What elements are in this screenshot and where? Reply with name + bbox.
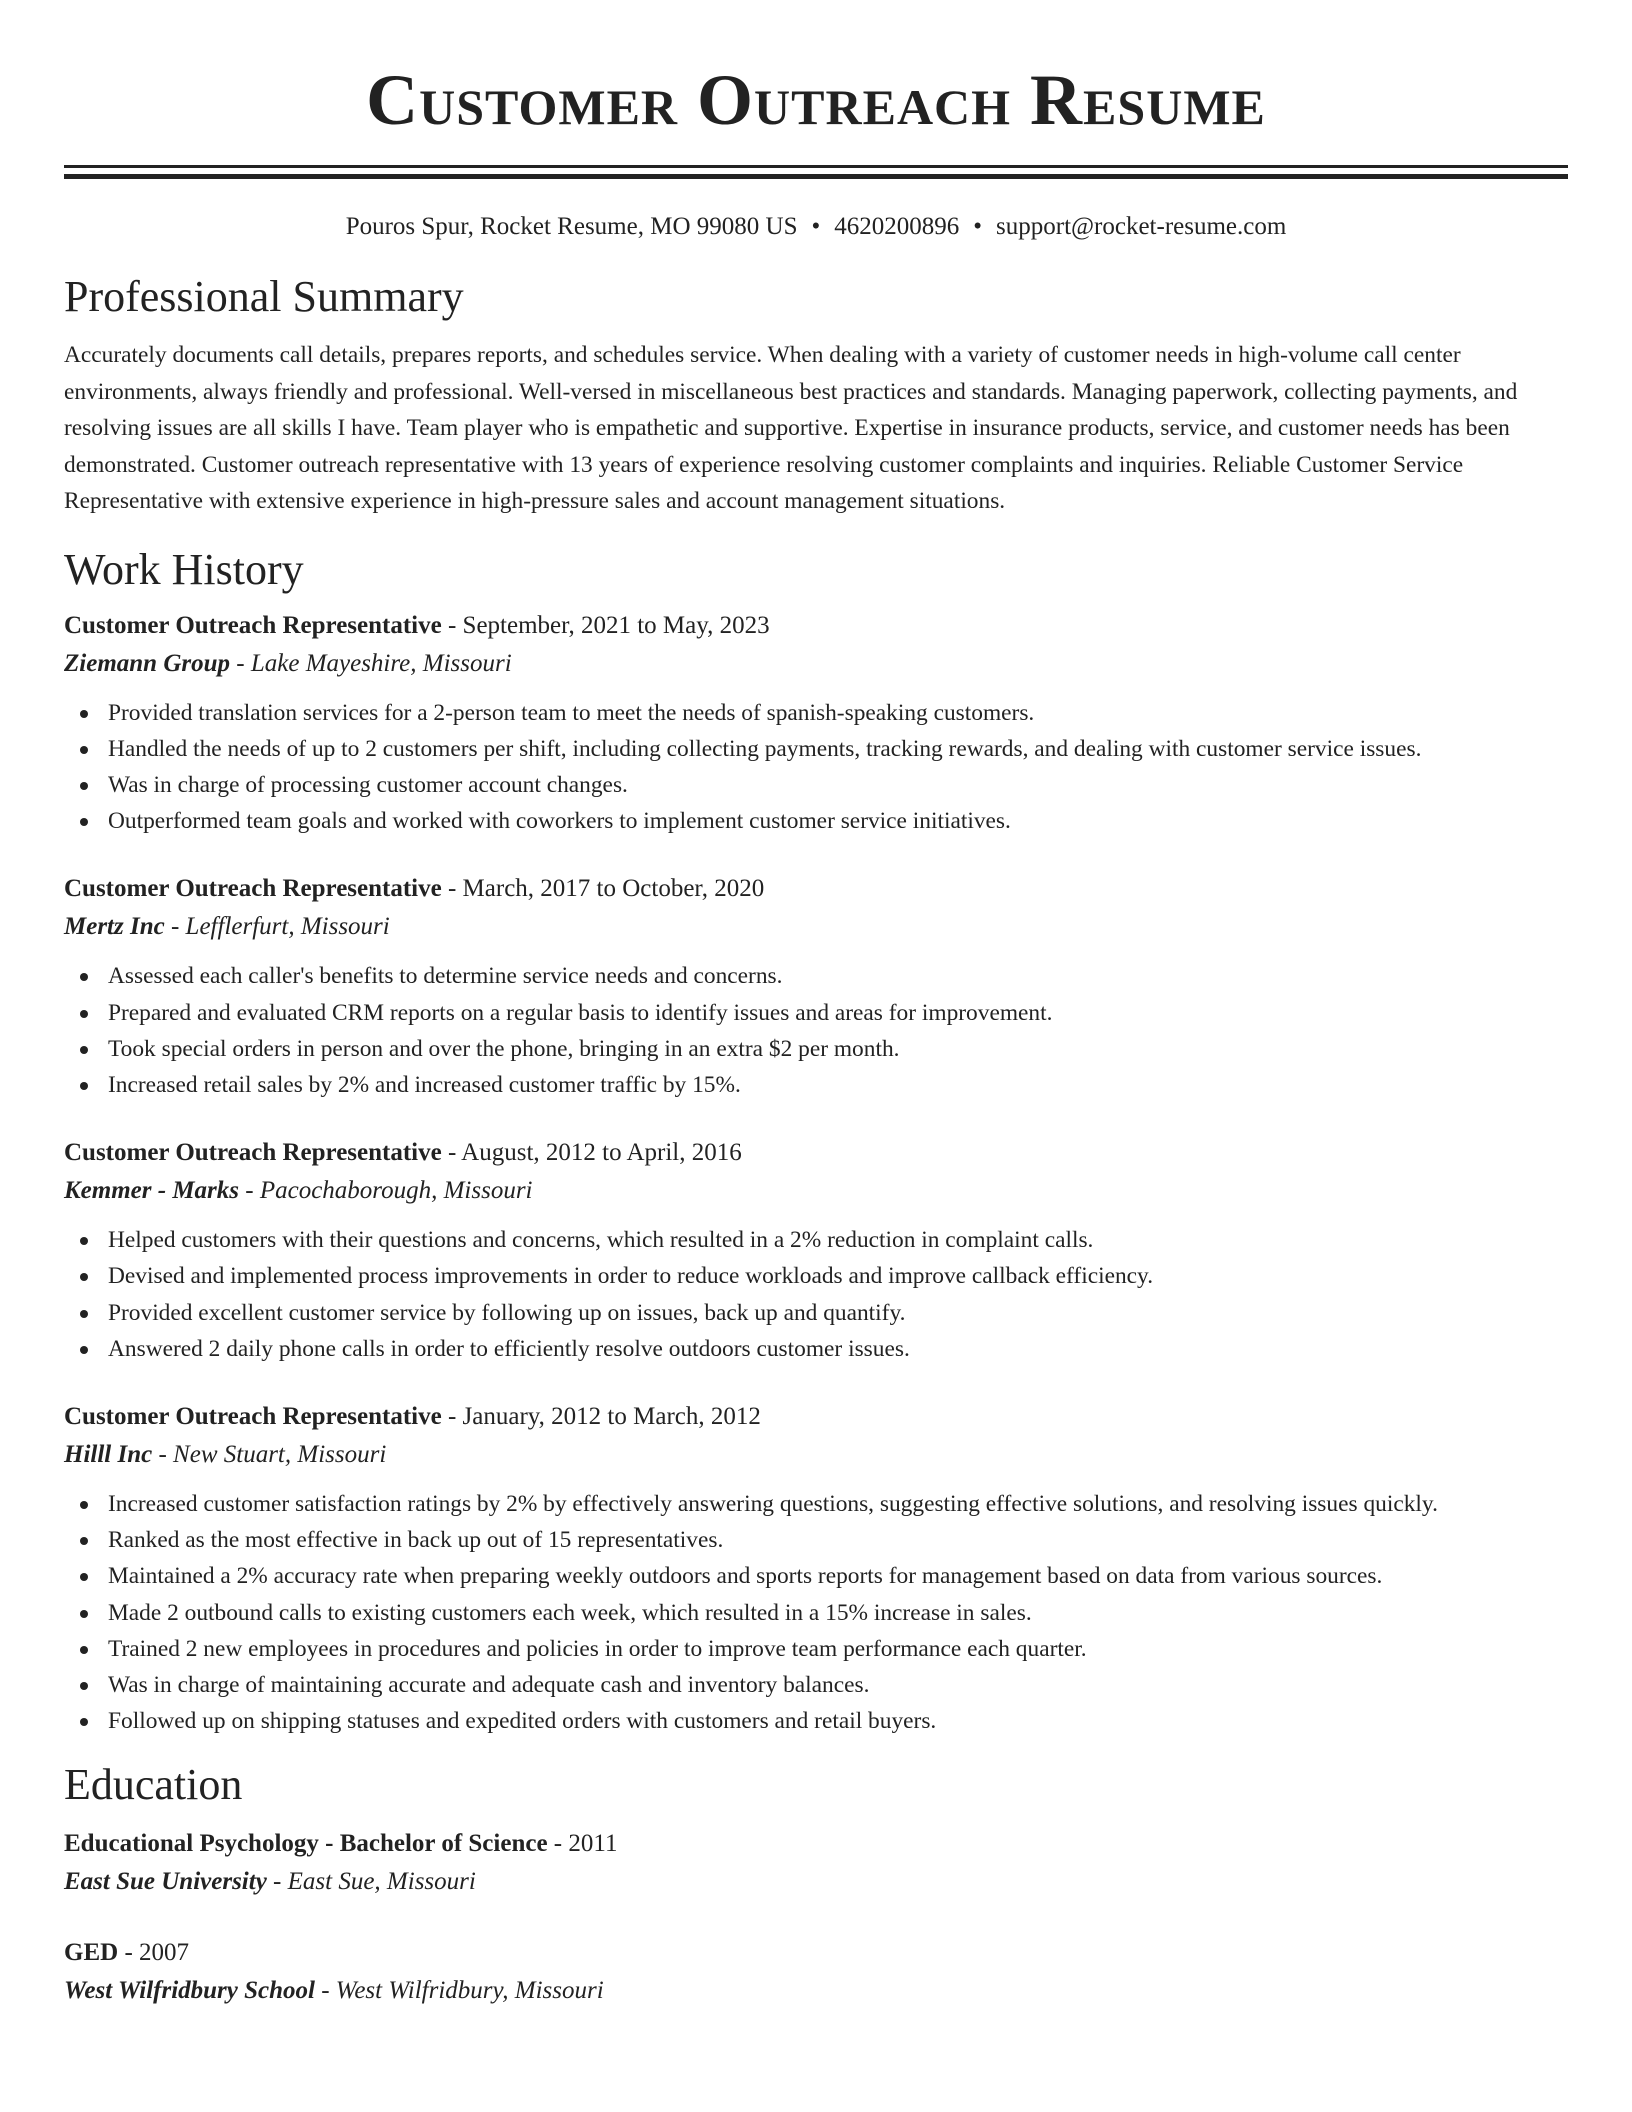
list-item [64,1703,1568,1739]
job-dates: August, 2012 to April, 2016 [461,1139,742,1167]
list-item [64,958,1568,994]
job-entry [64,870,1568,1103]
bullet-text: Ranked as the most effective in back up out of 15 representatives. [108,1527,724,1554]
bullet-dot-icon [80,1237,88,1245]
bullet-dot-icon [80,1010,88,1018]
bullet-text: Increased retail sales by 2% and increased customer traffic by 15%. [108,1071,741,1098]
job-location: New Stuart, Missouri [173,1440,387,1468]
list-item [64,803,1568,839]
title-rule-top [64,165,1568,168]
school-name: East Sue University [64,1868,267,1896]
job-bullets [64,1486,1568,1739]
degree-name: GED [64,1939,119,1967]
bullet-text: Outperformed team goals and worked with coworkers to implement customer service initiatives. [108,808,1011,835]
bullet-text: Was in charge of processing customer account changes. [108,771,628,798]
bullet-text: Made 2 outbound calls to existing customers each week, which resulted in a 15% increase in sales. [108,1599,1032,1626]
contact-email: support@rocket-resume.com [996,213,1287,240]
bullet-text: Assessed each caller's benefits to determine service needs and concerns. [108,963,783,990]
degree-year: 2007 [139,1939,190,1967]
list-item [64,1031,1568,1067]
bullet-text: Took special orders in person and over the phone, bringing in an extra $2 per month. [108,1035,900,1062]
list-item [64,1295,1568,1331]
bullet-text: Provided excellent customer service by following up on issues, back up and quantify. [108,1299,906,1326]
job-entry [64,1398,1568,1739]
job-location: Pacochaborough, Missouri [259,1177,533,1205]
degree-year: 2011 [568,1830,618,1858]
bullet-dot-icon [80,1501,88,1509]
list-item [64,1222,1568,1258]
job-entry [64,1134,1568,1367]
contact-phone: 4620200896 [834,213,960,240]
bullet-text: Increased customer satisfaction ratings by 2% by effectively answering questions, suggesting effective solutions, and resolving issues quickly. [108,1490,1438,1517]
title-rule-bottom [64,174,1568,179]
bullet-dot-icon [80,746,88,754]
bullet-dot-icon [80,1573,88,1581]
bullet-dot-icon [80,973,88,981]
list-item [64,731,1568,767]
summary-text: Accurately documents call details, prepares reports, and schedules service. When dealing with a variety of customer needs in high-volume call center environments, always friendly and professional. Well-versed in miscellaneous best practices and standards. Managing paperwork, collecting payments, and resolving issues are all skills I have. Team player who is empathetic and supportive. Expertise in insurance products, service, and customer needs has been demonstrated. Customer outreach representative with 13 years of experience resolving customer complaints and inquiries. Reliable Customer Service Representative with extensive experience in high-pressure sales and account management situations. [64,342,1518,514]
list-item [64,1331,1568,1367]
bullet-dot-icon [80,1046,88,1054]
job-title: Customer Outreach Representative [64,611,442,639]
list-item [64,767,1568,803]
job-bullets [64,1222,1568,1367]
list-item [64,1595,1568,1631]
list-item [64,1067,1568,1103]
list-item [64,695,1568,731]
job-title: Customer Outreach Representative [64,1139,442,1167]
job-company-line: Mertz Inc - Lefflerfurt, Missouri [64,913,390,941]
bullet-text: Devised and implemented process improvements in order to reduce workloads and improve callback efficiency. [108,1263,1154,1290]
bullet-dot-icon [80,710,88,718]
education-heading: Education [64,1760,243,1810]
job-title: Customer Outreach Representative [64,875,442,903]
degree-name: Educational Psychology - Bachelor of Science [64,1830,548,1858]
list-item [64,1667,1568,1703]
bullet-dot-icon [80,1682,88,1690]
contact-separator: • [811,213,821,240]
job-company: Mertz Inc [64,913,165,941]
school-line: East Sue University - East Sue, Missouri [64,1868,476,1896]
degree-line: GED - 2007 [64,1939,190,1967]
list-item [64,995,1568,1031]
resume-page [64,0,1568,2010]
bullet-dot-icon [80,1610,88,1618]
job-company-line: Kemmer - Marks - Pacochaborough, Missouri [64,1177,533,1205]
job-location: Lefflerfurt, Missouri [185,913,390,941]
job-company: Hilll Inc [64,1440,153,1468]
list-item [64,1558,1568,1594]
job-bullets [64,958,1568,1103]
list-item [64,1486,1568,1522]
bullet-text: Followed up on shipping statuses and expedited orders with customers and retail buyers. [108,1708,937,1735]
bullet-dot-icon [80,1646,88,1654]
summary-heading: Professional Summary [64,272,464,321]
contact-separator: • [973,213,983,240]
bullet-dot-icon [80,1537,88,1545]
resume-title: Customer Outreach Resume [366,60,1266,140]
contact-address: Pouros Spur, Rocket Resume, MO 99080 US [345,213,798,240]
bullet-text: Handled the needs of up to 2 customers per shift, including collecting payments, tracking rewards, and dealing with customer service issues. [108,735,1422,762]
school-name: West Wilfridbury School [64,1977,315,2005]
job-dates: September, 2021 to May, 2023 [462,611,770,639]
job-dates: March, 2017 to October, 2020 [462,875,765,903]
job-company: Kemmer - Marks [64,1177,239,1205]
education-entry [64,1934,1568,2010]
bullet-text: Trained 2 new employees in procedures and policies in order to improve team performance each quarter. [108,1635,1087,1662]
list-item [64,1522,1568,1558]
bullet-text: Helped customers with their questions and concerns, which resulted in a 2% reduction in complaint calls. [108,1227,1094,1254]
bullet-dot-icon [80,818,88,826]
job-company: Ziemann Group [64,649,231,677]
job-bullets [64,695,1568,840]
list-item [64,1631,1568,1667]
job-title-line: Customer Outreach Representative - January, 2012 to March, 2012 [64,1402,761,1430]
bullet-text: Answered 2 daily phone calls in order to efficiently resolve outdoors customer issues. [108,1335,910,1362]
education-entry [64,1825,1568,1901]
job-title: Customer Outreach Representative [64,1402,442,1430]
school-location: East Sue, Missouri [287,1868,476,1896]
bullet-dot-icon [80,1718,88,1726]
school-line: West Wilfridbury School - West Wilfridbury, Missouri [64,1977,604,2005]
contact-line [64,210,1568,244]
job-company-line: Hilll Inc - New Stuart, Missouri [64,1440,387,1468]
bullet-text: Provided translation services for a 2-person team to meet the needs of spanish-speaking customers. [108,699,1035,726]
school-location: West Wilfridbury, Missouri [335,1977,604,2005]
job-company-line: Ziemann Group - Lake Mayeshire, Missouri [64,649,512,677]
bullet-text: Maintained a 2% accuracy rate when preparing weekly outdoors and sports reports for management based on data from various sources. [108,1563,1383,1590]
degree-line: Educational Psychology - Bachelor of Science - 2011 [64,1830,618,1858]
list-item [64,1258,1568,1294]
bullet-dot-icon [80,1310,88,1318]
job-title-line: Customer Outreach Representative - August, 2012 to April, 2016 [64,1139,742,1167]
job-dates: January, 2012 to March, 2012 [462,1402,761,1430]
bullet-text: Prepared and evaluated CRM reports on a regular basis to identify issues and areas for improvement. [108,999,1053,1026]
job-location: Lake Mayeshire, Missouri [250,649,512,677]
bullet-text: Was in charge of maintaining accurate and adequate cash and inventory balances. [108,1671,870,1698]
bullet-dot-icon [80,1346,88,1354]
job-title-line: Customer Outreach Representative - March, 2017 to October, 2020 [64,875,765,903]
job-entry [64,607,1568,840]
bullet-dot-icon [80,1082,88,1090]
bullet-dot-icon [80,782,88,790]
work-history-heading: Work History [64,544,304,594]
job-title-line: Customer Outreach Representative - September, 2021 to May, 2023 [64,611,770,639]
bullet-dot-icon [80,1273,88,1281]
